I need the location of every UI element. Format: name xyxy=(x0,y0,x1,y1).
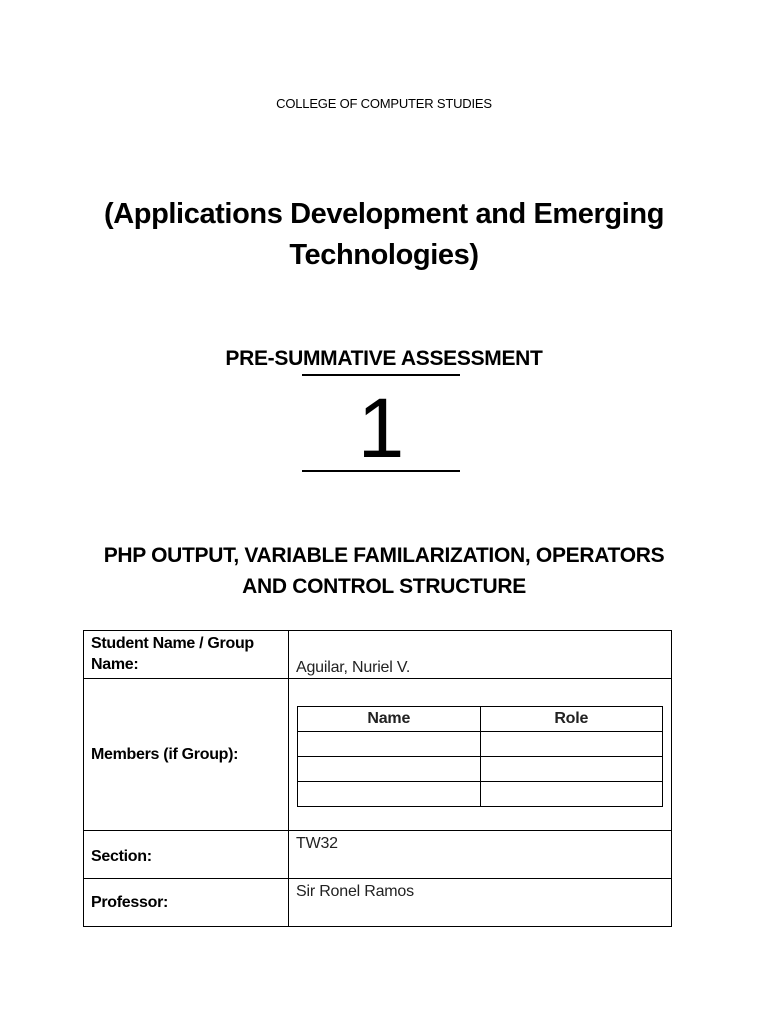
topic-title: PHP OUTPUT, VARIABLE FAMILARIZATION, OPERATORS AND CONTROL STRUCTURE xyxy=(103,544,665,598)
professor-row xyxy=(84,879,672,927)
members-row xyxy=(84,679,672,831)
members-header-role: Role xyxy=(480,707,663,732)
divider-bottom xyxy=(302,470,460,472)
student-value: Aguilar, Nuriel V. xyxy=(289,631,672,679)
member-name-cell[interactable] xyxy=(298,732,481,757)
assessment-number: 1 xyxy=(357,381,405,475)
members-header-row xyxy=(298,707,663,732)
members-table-row xyxy=(298,732,663,757)
professor-label: Professor: xyxy=(84,879,289,927)
divider-top xyxy=(302,374,460,376)
student-label: Student Name / Group Name: xyxy=(84,631,289,679)
member-role-cell[interactable] xyxy=(480,732,663,757)
members-table xyxy=(297,706,663,807)
professor-value: Sir Ronel Ramos xyxy=(289,879,672,927)
members-label: Members (if Group): xyxy=(84,679,289,831)
members-cell xyxy=(289,679,672,831)
college-name: COLLEGE OF COMPUTER STUDIES xyxy=(276,96,492,111)
course-title: (Applications Development and Emerging Technologies) xyxy=(103,198,665,271)
member-name-cell[interactable] xyxy=(298,782,481,807)
assessment-label: PRE-SUMMATIVE ASSESSMENT xyxy=(225,347,543,370)
members-table-row xyxy=(298,782,663,807)
member-role-cell[interactable] xyxy=(480,757,663,782)
section-label: Section: xyxy=(84,831,289,879)
members-header-name: Name xyxy=(298,707,481,732)
members-table-row xyxy=(298,757,663,782)
member-role-cell[interactable] xyxy=(480,782,663,807)
section-row xyxy=(84,831,672,879)
student-row xyxy=(84,631,672,679)
section-value: TW32 xyxy=(289,831,672,879)
member-name-cell[interactable] xyxy=(298,757,481,782)
info-table xyxy=(83,630,672,927)
